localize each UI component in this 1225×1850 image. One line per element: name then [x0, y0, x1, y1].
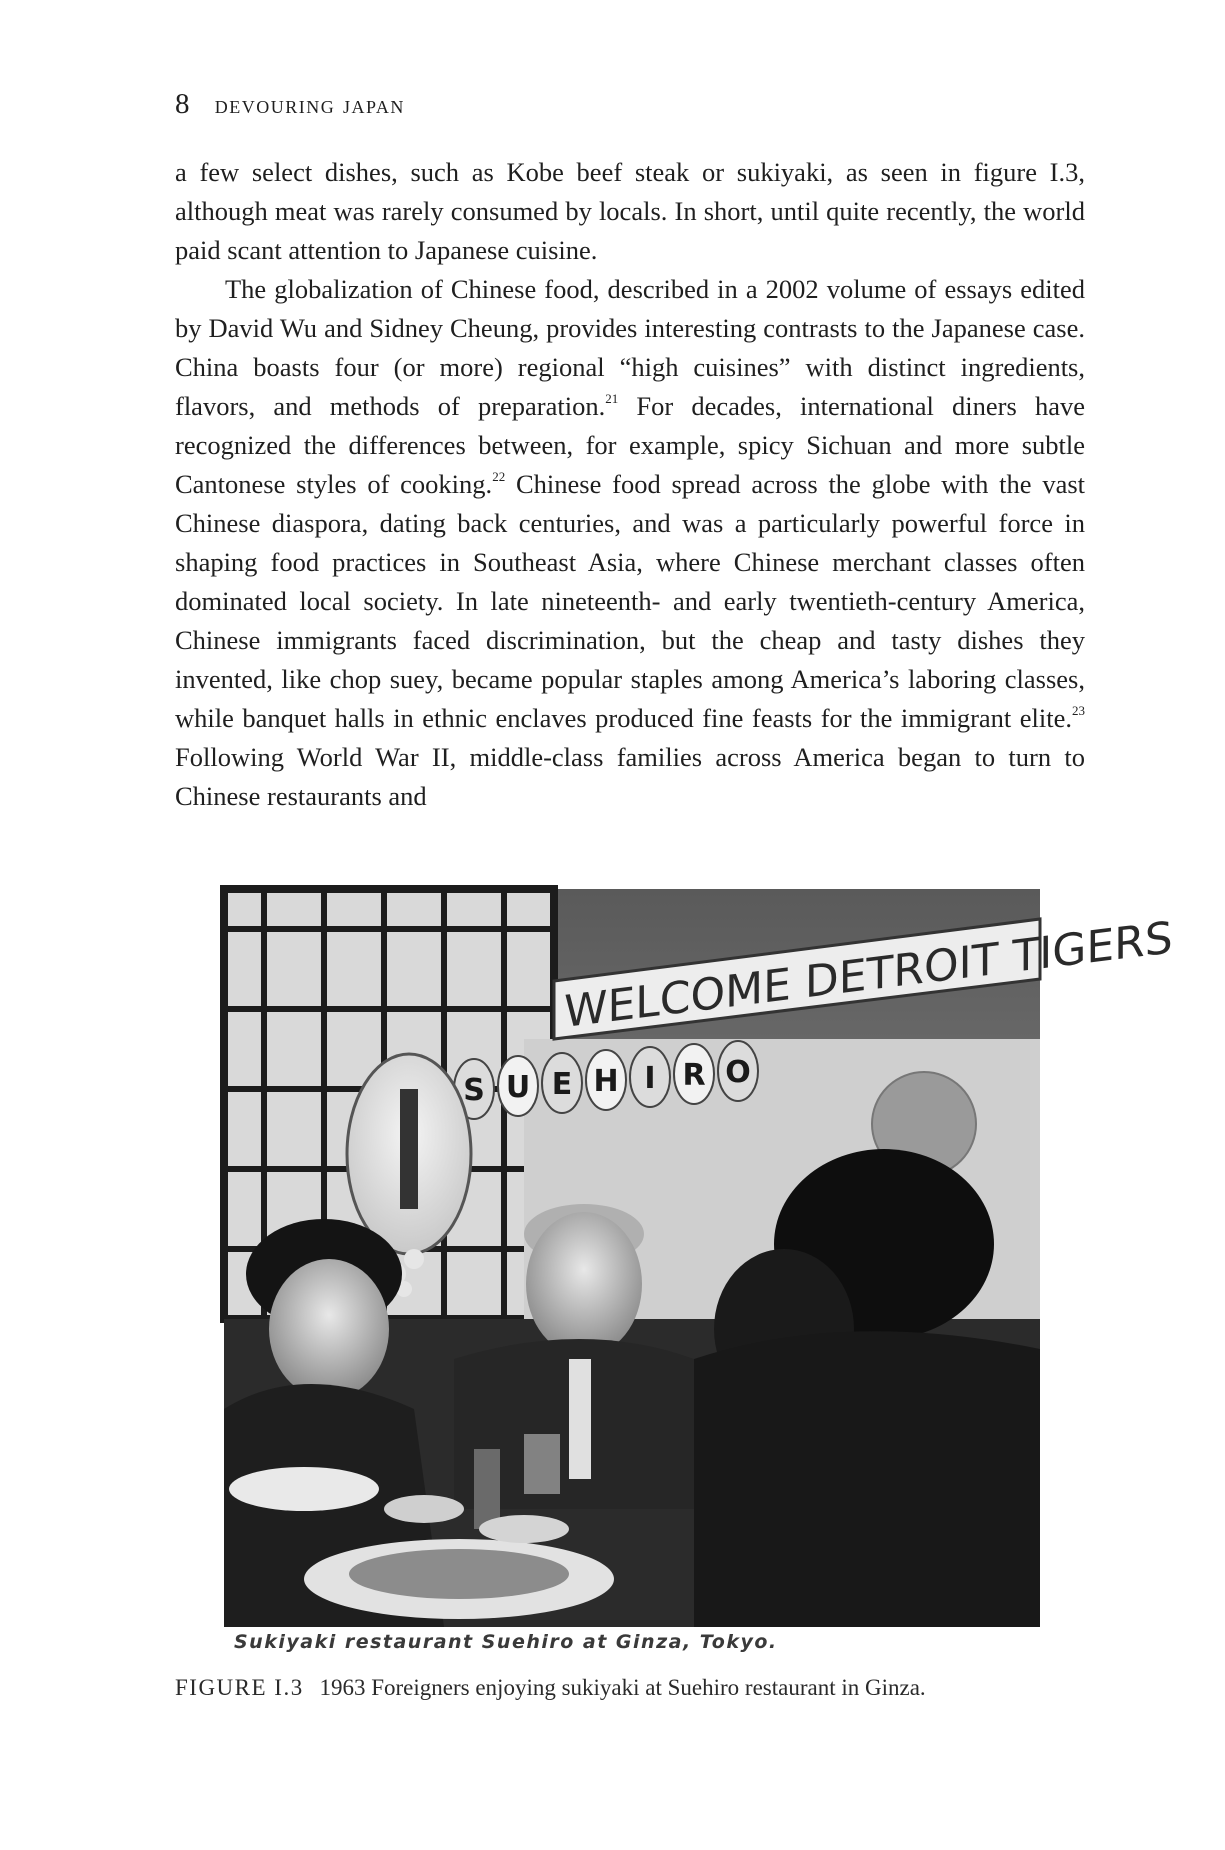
lantern-letter: U — [505, 1070, 531, 1105]
book-title: devouring japan — [214, 92, 405, 119]
figure-label: FIGURE I.3 — [175, 1675, 304, 1700]
lantern — [498, 1056, 538, 1116]
paragraph — [175, 270, 1085, 816]
paragraph-text: Chinese food spread across the globe with the vast Chinese diaspora, dating back centuries, and was a particularly powerful force in shaping food practices in Southeast Asia, where Chinese merchant classes often dominated local society. In late nineteenth- and early twentieth-century America, Chinese immigrants faced discrimination, but the cheap and tasty dishes they invented, like chop suey, became popular staples among America’s laboring classes, while banquet halls in ethnic enclaves produced fine feasts for the immigrant elite. — [175, 469, 1086, 733]
footnote-marker[interactable]: 23 — [1072, 703, 1085, 718]
lantern-letter: O — [725, 1055, 751, 1090]
lantern-characters — [400, 1089, 418, 1209]
lantern — [586, 1050, 626, 1110]
lantern-letter: S — [463, 1073, 485, 1108]
lantern-letter: H — [593, 1064, 619, 1099]
banner-text: WELCOME DETROIT TIGERS — [564, 912, 1173, 1038]
lantern — [542, 1053, 582, 1113]
page-number: 8 — [175, 88, 190, 120]
running-head — [175, 88, 405, 121]
paragraph-text: The globalization of Chinese food, described in a 2002 volume of essays edited by David Wu and Sidney Cheung, provides interesting contrasts to the Japanese case. China boasts four (or more) regional “high cuisines” with distinct ingredients, flavors, and methods of preparation. — [175, 274, 1085, 421]
paragraph-text: Following World War II, middle-class families across America began to turn to Chinese restaurants and — [175, 742, 1085, 811]
figure-caption — [175, 1675, 926, 1701]
lantern-letter: I — [644, 1061, 656, 1096]
paragraph-text: a few select dishes, such as Kobe beef steak or sukiyaki, as seen in figure I.3, although meat was rarely consumed by locals. In short, until quite recently, the world paid scant attention to Japanese cuisine. — [175, 157, 1085, 265]
paragraph-text: For decades, international diners have recognized the differences between, for example, spicy Sichuan and more subtle Cantonese styles of cooking. — [175, 391, 1085, 499]
lantern-letter: R — [682, 1058, 706, 1093]
lantern — [674, 1044, 714, 1104]
lantern — [718, 1041, 758, 1101]
photo-illustration — [224, 889, 1173, 1627]
lantern — [630, 1047, 670, 1107]
paragraph — [175, 153, 1085, 270]
lantern-letter: E — [551, 1067, 573, 1102]
photo-caption: Sukiyaki restaurant Suehiro at Ginza, Tokyo. — [234, 1631, 778, 1653]
footnote-marker[interactable]: 22 — [492, 469, 506, 484]
footnote-marker[interactable]: 21 — [605, 391, 619, 406]
figure — [224, 889, 1173, 1653]
body-text — [175, 153, 1085, 816]
photo — [224, 889, 1173, 1627]
figure-caption-text: 1963 Foreigners enjoying sukiyaki at Suehiro restaurant in Ginza. — [319, 1675, 926, 1700]
